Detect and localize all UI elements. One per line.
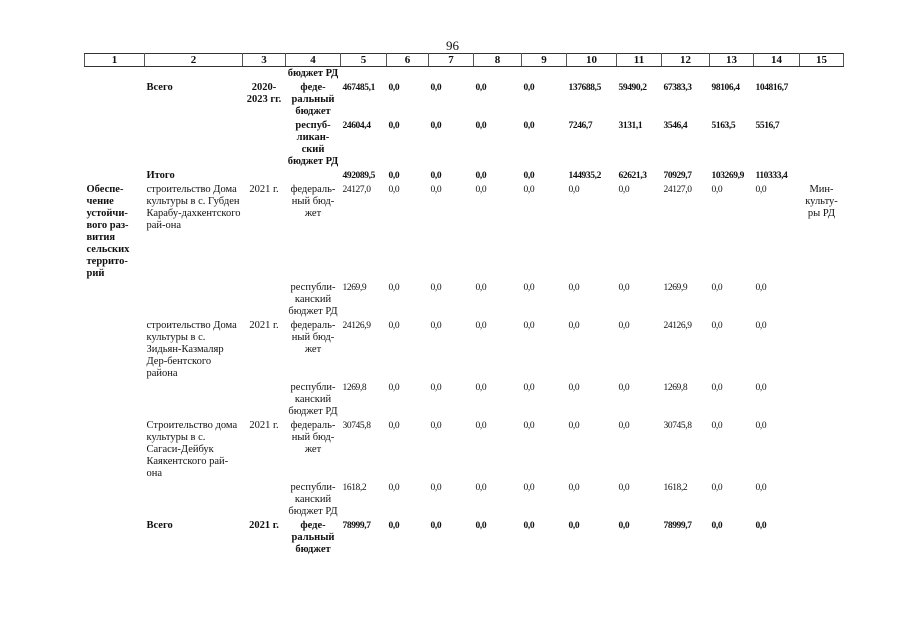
activity-cell <box>145 281 243 319</box>
amount-cell: 0,0 <box>618 421 630 431</box>
amount-cell: 59490,2 <box>618 83 647 93</box>
column-header: 10 <box>567 54 617 67</box>
amount-cell: 1269,9 <box>663 283 688 293</box>
amount-cell: 144935,2 <box>568 171 601 181</box>
table-row <box>85 419 844 481</box>
amount-cell: 0,0 <box>388 521 400 531</box>
column-header: 4 <box>286 54 341 67</box>
activity-cell: Всего <box>146 82 173 93</box>
amount-cell: 0,0 <box>475 283 487 293</box>
direction-cell <box>85 319 145 381</box>
source-cell: феде-ральный бюджет <box>291 82 335 117</box>
amount-cell: 0,0 <box>618 185 630 195</box>
executor-cell <box>800 519 844 557</box>
column-header: 6 <box>387 54 429 67</box>
amount-cell: 0,0 <box>711 421 723 431</box>
amount-cell <box>567 67 617 82</box>
amount-cell: 62621,3 <box>618 171 647 181</box>
amount-cell <box>710 67 754 82</box>
direction-cell <box>85 381 145 419</box>
amount-cell: 0,0 <box>430 421 442 431</box>
amount-cell: 0,0 <box>711 185 723 195</box>
executor-cell <box>800 419 844 481</box>
amount-cell: 24126,9 <box>663 321 692 331</box>
activity-cell: Всего <box>146 520 173 531</box>
period-cell: 2020-2023 гг. <box>246 82 282 105</box>
amount-cell: 0,0 <box>475 121 487 131</box>
amount-cell: 104816,7 <box>755 83 788 93</box>
direction-cell: Обеспе-чение устойчи-вого раз-вития сельских террито-рий <box>86 184 130 279</box>
activity-cell <box>145 67 243 82</box>
table-row <box>85 519 844 557</box>
period-cell: 2021 г. <box>249 520 279 531</box>
executor-cell <box>800 481 844 519</box>
amount-cell: 0,0 <box>475 383 487 393</box>
amount-cell: 0,0 <box>430 383 442 393</box>
column-header: 11 <box>617 54 662 67</box>
amount-cell: 0,0 <box>388 171 400 181</box>
amount-cell: 24127,0 <box>342 185 371 195</box>
amount-cell: 0,0 <box>388 383 400 393</box>
amount-cell: 0,0 <box>388 121 400 131</box>
amount-cell <box>522 67 567 82</box>
page-number: 96 <box>446 38 459 53</box>
amount-cell: 0,0 <box>711 521 723 531</box>
activity-cell: строительство Дома культуры в с. Зидьян-Казмаляр Дер-бентского района <box>146 320 237 379</box>
activity-cell <box>145 119 243 169</box>
source-cell: республи-канский бюджет РД <box>288 482 338 517</box>
period-cell <box>243 481 286 519</box>
amount-cell: 0,0 <box>711 321 723 331</box>
amount-cell: 67383,3 <box>663 83 692 93</box>
amount-cell: 0,0 <box>475 171 487 181</box>
amount-cell: 0,0 <box>568 421 580 431</box>
activity-cell <box>145 481 243 519</box>
amount-cell: 0,0 <box>430 321 442 331</box>
amount-cell: 0,0 <box>568 321 580 331</box>
column-header: 12 <box>662 54 710 67</box>
source-cell: федераль-ный бюд-жет <box>290 184 336 219</box>
direction-cell <box>85 481 145 519</box>
direction-cell <box>85 281 145 319</box>
amount-cell: 0,0 <box>523 185 535 195</box>
period-cell: 2021 г. <box>249 320 279 331</box>
executor-cell <box>800 81 844 119</box>
source-cell: федераль-ный бюд-жет <box>290 420 336 455</box>
amount-cell: 0,0 <box>711 283 723 293</box>
amount-cell: 5163,5 <box>711 121 736 131</box>
amount-cell: 467485,1 <box>342 83 375 93</box>
budget-table <box>84 53 844 557</box>
period-cell <box>243 381 286 419</box>
period-cell <box>243 281 286 319</box>
amount-cell: 0,0 <box>430 185 442 195</box>
amount-cell: 0,0 <box>618 521 630 531</box>
amount-cell: 0,0 <box>475 83 487 93</box>
amount-cell: 24126,9 <box>342 321 371 331</box>
amount-cell: 0,0 <box>430 521 442 531</box>
amount-cell: 1269,8 <box>663 383 688 393</box>
amount-cell: 0,0 <box>430 121 442 131</box>
source-cell: респуб-ликан-ский бюджет РД <box>287 120 339 167</box>
table-row <box>85 169 844 183</box>
amount-cell <box>754 67 800 82</box>
amount-cell: 0,0 <box>568 383 580 393</box>
amount-cell: 0,0 <box>755 483 767 493</box>
amount-cell: 70929,7 <box>663 171 692 181</box>
amount-cell: 98106,4 <box>711 83 740 93</box>
amount-cell: 78999,7 <box>342 521 371 531</box>
amount-cell: 5516,7 <box>755 121 780 131</box>
table-row <box>85 67 844 82</box>
executor-cell <box>800 281 844 319</box>
source-cell: феде-ральный бюджет <box>291 520 335 555</box>
source-cell: республи-канский бюджет РД <box>288 282 338 317</box>
executor-cell: Мин-культу-ры РД <box>805 184 838 219</box>
amount-cell: 0,0 <box>755 521 767 531</box>
table-row <box>85 81 844 119</box>
amount-cell: 30745,8 <box>342 421 371 431</box>
amount-cell: 0,0 <box>475 421 487 431</box>
activity-cell: Строительство дома культуры в с. Сагаси-Дейбук Каякентского рай-она <box>146 420 238 479</box>
amount-cell: 0,0 <box>475 321 487 331</box>
executor-cell <box>800 319 844 381</box>
amount-cell: 0,0 <box>568 185 580 195</box>
amount-cell: 7246,7 <box>568 121 593 131</box>
column-header: 3 <box>243 54 286 67</box>
amount-cell <box>387 67 429 82</box>
source-cell: бюджет РД <box>287 68 339 79</box>
direction-cell <box>85 419 145 481</box>
amount-cell: 0,0 <box>388 483 400 493</box>
direction-cell <box>85 519 145 557</box>
amount-cell: 0,0 <box>388 421 400 431</box>
amount-cell: 492089,5 <box>342 171 375 181</box>
amount-cell: 0,0 <box>755 383 767 393</box>
amount-cell: 0,0 <box>618 383 630 393</box>
amount-cell: 0,0 <box>523 283 535 293</box>
period-cell <box>243 67 286 82</box>
amount-cell: 0,0 <box>523 521 535 531</box>
column-header: 9 <box>522 54 567 67</box>
amount-cell: 3131,1 <box>618 121 643 131</box>
amount-cell: 24127,0 <box>663 185 692 195</box>
amount-cell: 1618,2 <box>342 483 367 493</box>
amount-cell: 0,0 <box>475 185 487 195</box>
column-header: 2 <box>145 54 243 67</box>
amount-cell: 30745,8 <box>663 421 692 431</box>
amount-cell: 1269,8 <box>342 383 367 393</box>
source-cell: федераль-ный бюд-жет <box>290 320 336 355</box>
amount-cell: 0,0 <box>388 185 400 195</box>
executor-cell <box>800 119 844 169</box>
amount-cell: 0,0 <box>618 483 630 493</box>
amount-cell <box>474 67 522 82</box>
amount-cell: 24604,4 <box>342 121 371 131</box>
amount-cell: 0,0 <box>755 185 767 195</box>
period-cell: 2021 г. <box>249 184 279 195</box>
amount-cell: 0,0 <box>430 483 442 493</box>
amount-cell: 0,0 <box>618 283 630 293</box>
amount-cell: 0,0 <box>523 483 535 493</box>
amount-cell: 0,0 <box>523 121 535 131</box>
amount-cell: 0,0 <box>388 83 400 93</box>
column-header: 5 <box>341 54 387 67</box>
column-number-row <box>85 54 844 67</box>
amount-cell <box>617 67 662 82</box>
amount-cell: 3546,4 <box>663 121 688 131</box>
period-cell <box>243 169 286 183</box>
activity-cell <box>145 381 243 419</box>
column-header: 1 <box>85 54 145 67</box>
activity-cell: строительство Дома культуры в с. Губден Карабу-дахкентского рай-она <box>146 184 241 231</box>
amount-cell: 0,0 <box>711 383 723 393</box>
source-cell <box>286 169 341 183</box>
column-header: 7 <box>429 54 474 67</box>
amount-cell: 0,0 <box>523 171 535 181</box>
amount-cell: 0,0 <box>523 321 535 331</box>
amount-cell: 0,0 <box>523 83 535 93</box>
amount-cell: 0,0 <box>388 321 400 331</box>
table-body <box>85 67 844 558</box>
column-header: 15 <box>800 54 844 67</box>
executor-cell <box>800 67 844 82</box>
table-row <box>85 183 844 281</box>
amount-cell: 0,0 <box>523 421 535 431</box>
amount-cell: 0,0 <box>568 483 580 493</box>
direction-cell <box>85 119 145 169</box>
table-row <box>85 381 844 419</box>
amount-cell: 0,0 <box>475 521 487 531</box>
executor-cell <box>800 381 844 419</box>
table-row <box>85 481 844 519</box>
amount-cell: 78999,7 <box>663 521 692 531</box>
column-header: 14 <box>754 54 800 67</box>
direction-cell <box>85 169 145 183</box>
amount-cell: 1618,2 <box>663 483 688 493</box>
amount-cell: 0,0 <box>430 83 442 93</box>
table-row <box>85 281 844 319</box>
amount-cell: 103269,9 <box>711 171 744 181</box>
amount-cell: 0,0 <box>568 283 580 293</box>
source-cell: республи-канский бюджет РД <box>288 382 338 417</box>
column-header: 8 <box>474 54 522 67</box>
amount-cell: 0,0 <box>388 283 400 293</box>
amount-cell: 0,0 <box>711 483 723 493</box>
amount-cell: 0,0 <box>430 283 442 293</box>
period-cell <box>243 119 286 169</box>
amount-cell <box>429 67 474 82</box>
amount-cell <box>662 67 710 82</box>
column-header: 13 <box>710 54 754 67</box>
amount-cell: 0,0 <box>755 321 767 331</box>
direction-cell <box>85 67 145 82</box>
amount-cell: 0,0 <box>755 283 767 293</box>
amount-cell: 110333,4 <box>755 171 788 181</box>
amount-cell: 1269,9 <box>342 283 367 293</box>
amount-cell: 0,0 <box>618 321 630 331</box>
executor-cell <box>800 169 844 183</box>
amount-cell: 0,0 <box>475 483 487 493</box>
amount-cell <box>341 67 387 82</box>
amount-cell: 0,0 <box>523 383 535 393</box>
table-row <box>85 119 844 169</box>
table-row <box>85 319 844 381</box>
amount-cell: 0,0 <box>755 421 767 431</box>
amount-cell: 0,0 <box>430 171 442 181</box>
activity-cell: Итого <box>146 170 175 181</box>
amount-cell: 137688,5 <box>568 83 601 93</box>
amount-cell: 0,0 <box>568 521 580 531</box>
direction-cell <box>85 81 145 119</box>
period-cell: 2021 г. <box>249 420 279 431</box>
